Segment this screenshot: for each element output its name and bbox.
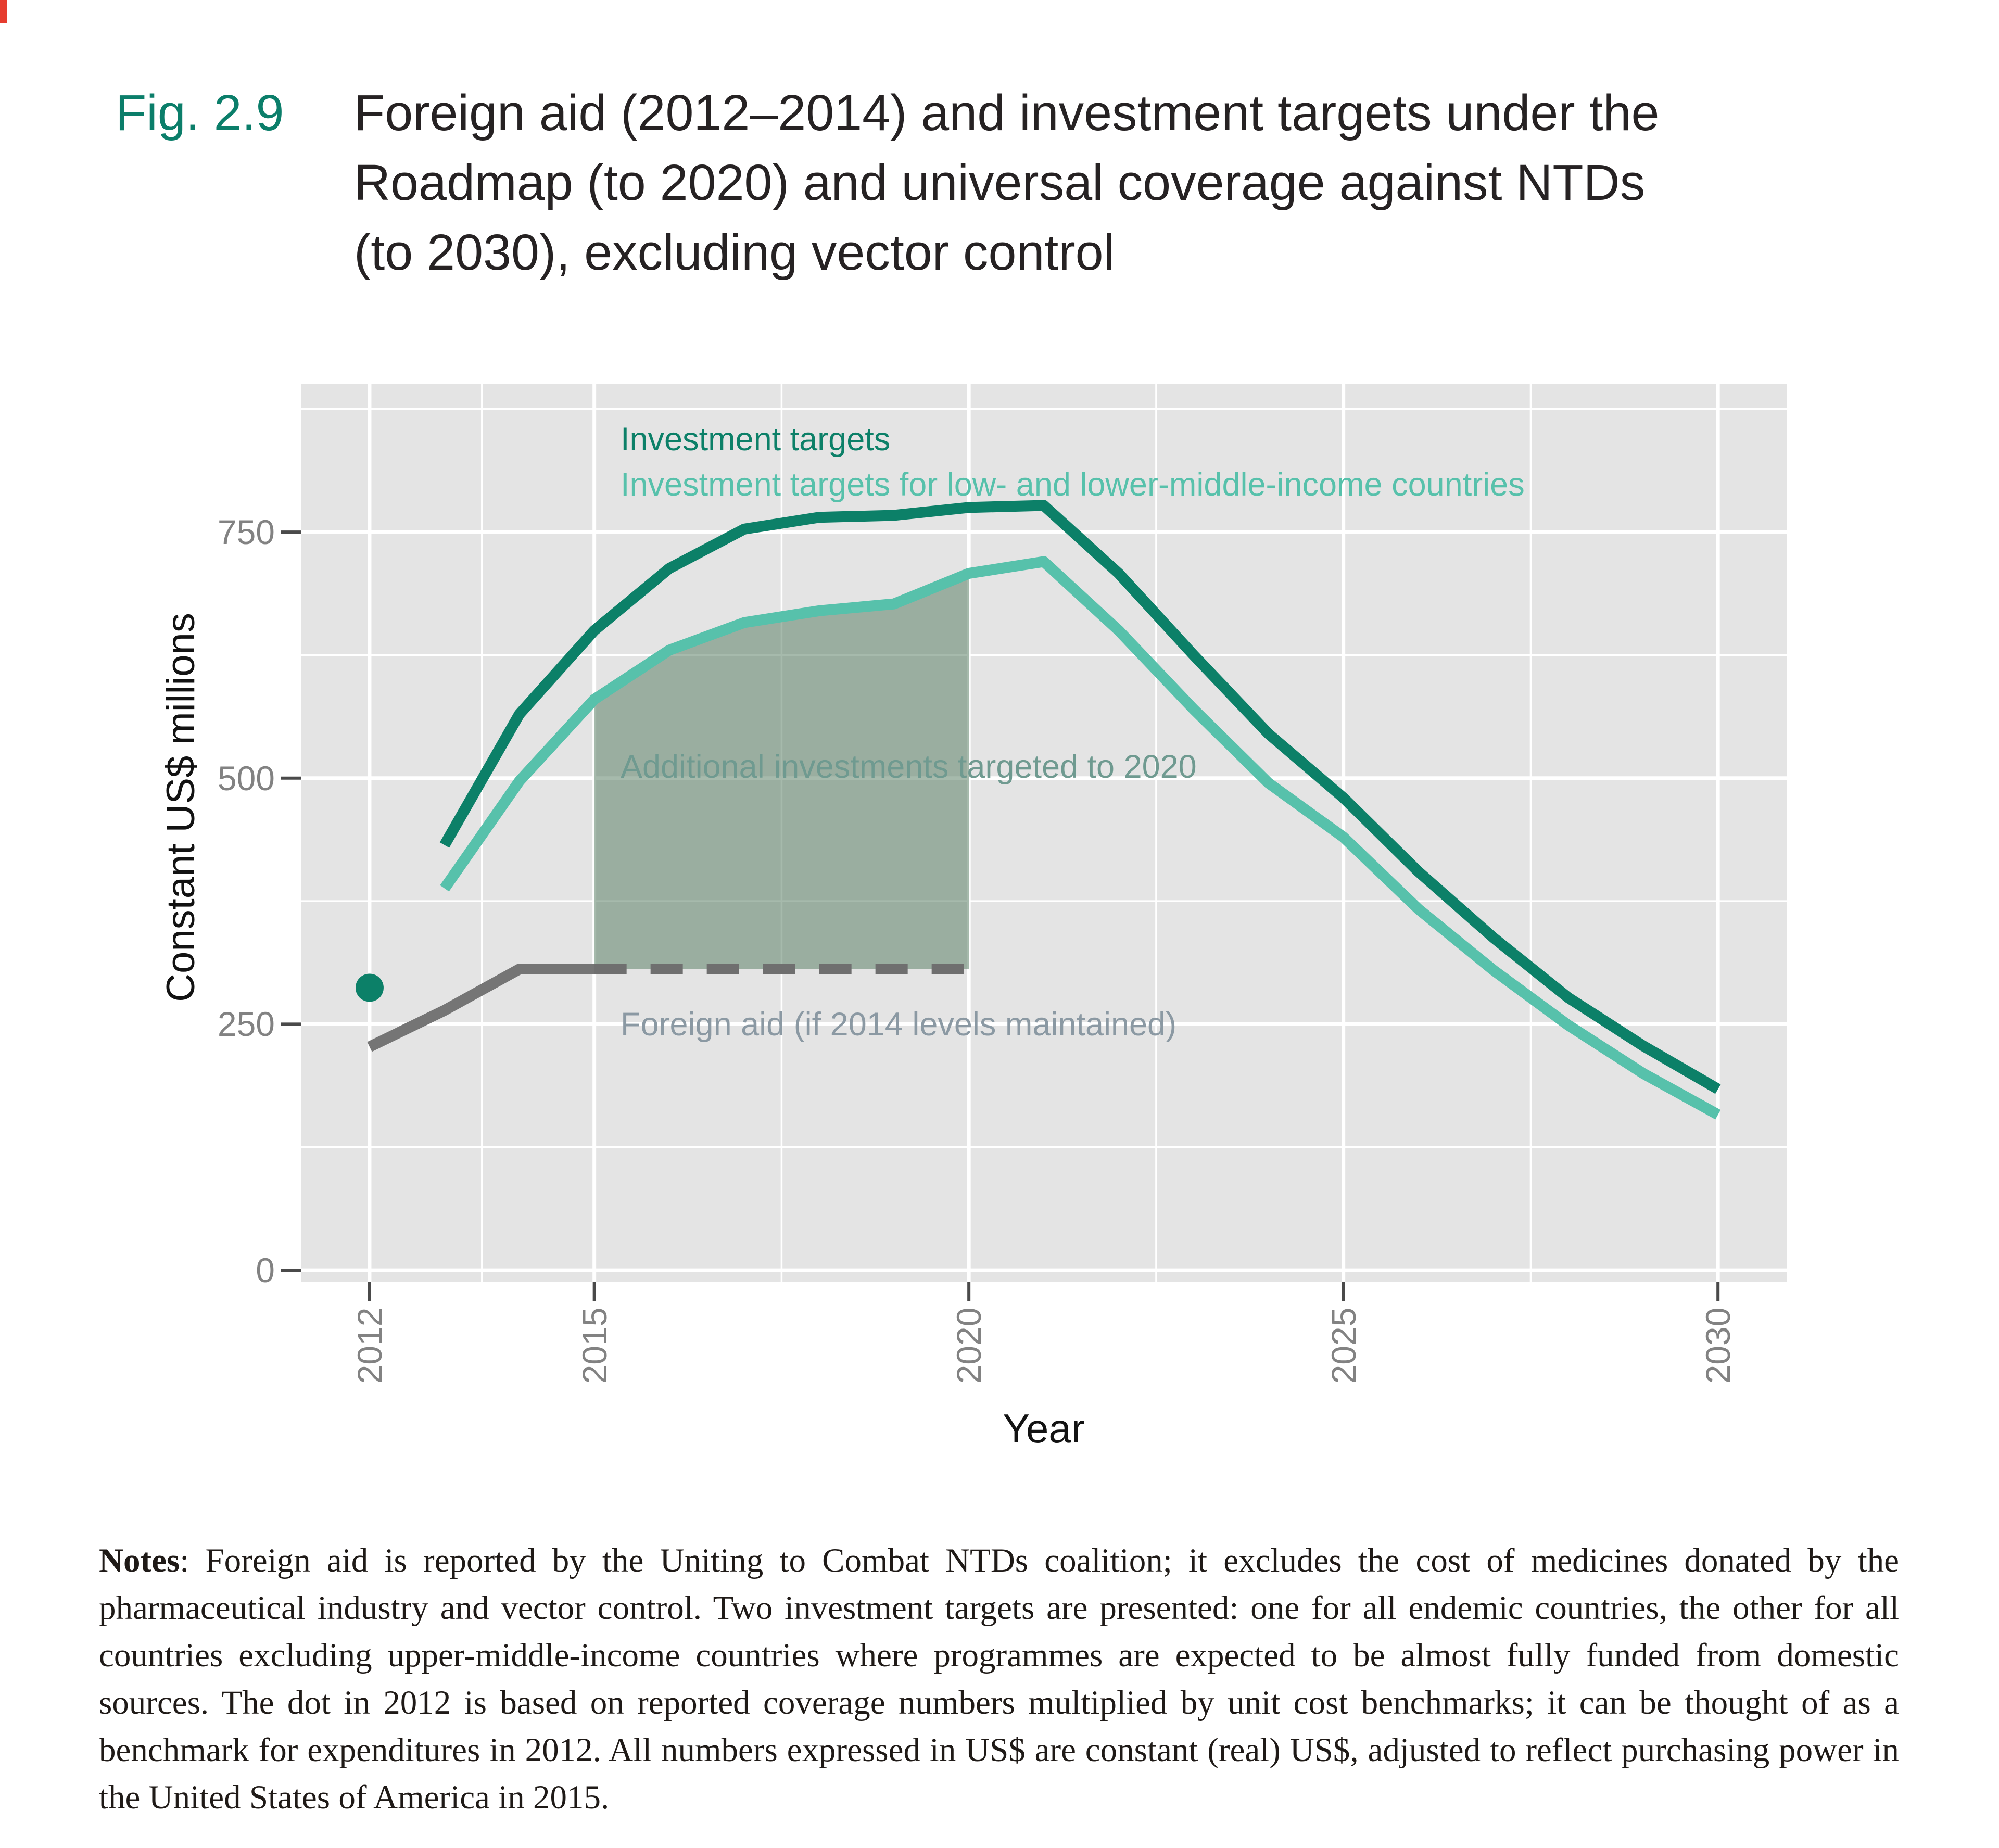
notes-text: : Foreign aid is reported by the Uniting to Combat NTDs coalition; it excludes the cost of medicines donated by the pharmaceutical industry and vector control. Two investment targets are presented: one for all endemic countries, the other for all countries excluding upper-middle-income countries where programmes are expected to be almost fully funded from domestic sources. The dot in 2012 is based on reported coverage numbers multiplied by unit cost benchmarks; it can be thought of as a benchmark for expenditures in 2012. All numbers expressed in US$ are constant (real) US$, adjusted to reflect purchasing power in the United States of America in 2015. <box>99 1542 1899 1816</box>
y-tick-label-750: 750 <box>217 513 275 552</box>
x-tick-label-2030: 2030 <box>1699 1307 1738 1384</box>
x-tick-label-2015: 2015 <box>575 1307 614 1384</box>
figure-notes <box>99 1537 1899 1821</box>
benchmark-dot-2012 <box>356 973 384 1002</box>
y-tick-label-250: 250 <box>217 1005 275 1044</box>
figure-title-line-1: Foreign aid (2012–2014) and investment targets under the <box>354 84 1660 141</box>
legend-investment-targets-lmic: Investment targets for low- and lower-middle-income countries <box>621 466 1525 503</box>
x-tick-label-2012: 2012 <box>350 1307 389 1384</box>
y-axis-title: Constant US$ millions <box>159 613 203 1002</box>
x-axis-title: Year <box>1003 1406 1085 1451</box>
notes-label: Notes <box>99 1542 180 1579</box>
figure-title-line-3: (to 2030), excluding vector control <box>354 224 1115 281</box>
label-foreign-aid-maintained: Foreign aid (if 2014 levels maintained) <box>621 1006 1177 1043</box>
legend-investment-targets: Investment targets <box>621 421 891 458</box>
y-tick-label-500: 500 <box>217 758 275 798</box>
figure-title-line-2: Roadmap (to 2020) and universal coverage against NTDs <box>354 154 1646 211</box>
x-tick-label-2020: 2020 <box>950 1307 989 1384</box>
x-tick-label-2025: 2025 <box>1324 1307 1363 1384</box>
y-tick-label-0: 0 <box>256 1251 275 1290</box>
figure-number: Fig. 2.9 <box>116 84 284 141</box>
label-additional-investments: Additional investments targeted to 2020 <box>621 749 1197 785</box>
